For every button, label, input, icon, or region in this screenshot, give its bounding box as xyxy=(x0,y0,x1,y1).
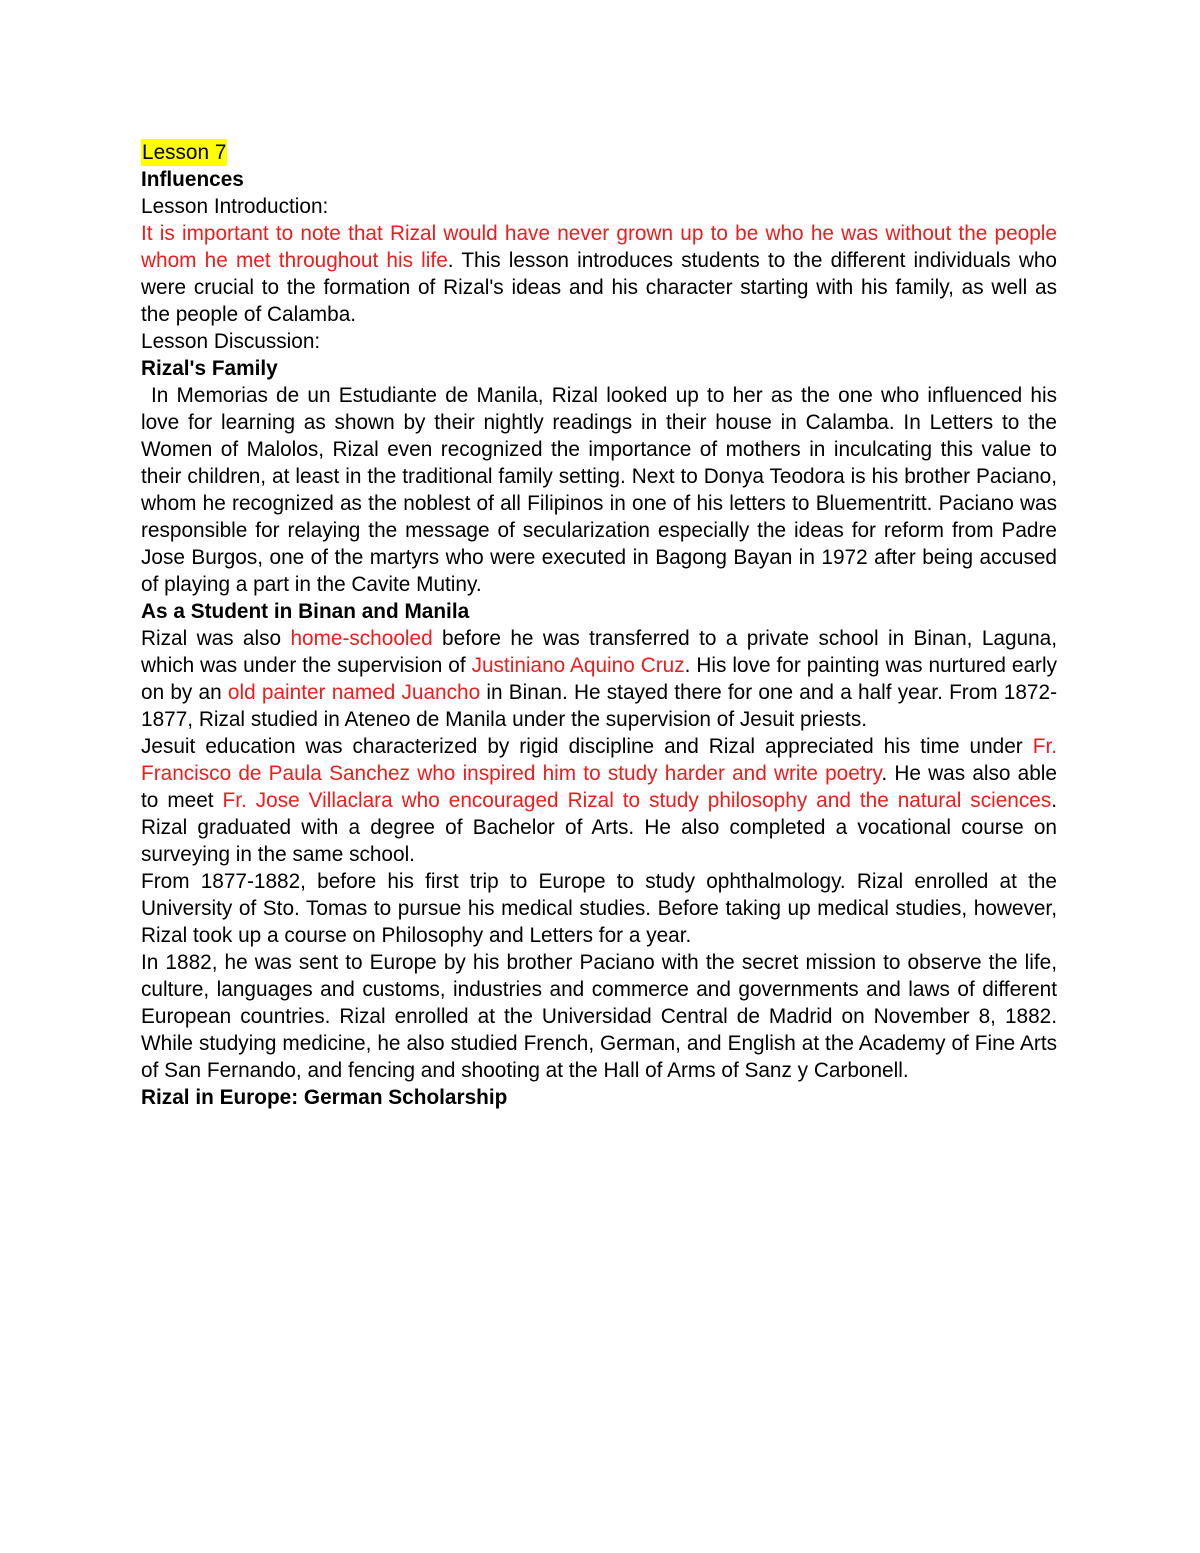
student-p1-text-3: . His love for painting was nurtured early on by an xyxy=(141,654,1057,704)
student-p1-text-4: in Binan. He stayed there for one and a half year. From 1872-1877, Rizal studied in Ateneo de Manila under the supervision of Jesuit priests. xyxy=(141,681,1057,731)
lesson-label-line xyxy=(141,139,1057,166)
discussion-heading: Lesson Discussion: xyxy=(141,330,321,353)
lesson-title: Influences xyxy=(141,168,244,191)
student-paragraph-2 xyxy=(141,733,1057,868)
family-paragraph: In Memorias de un Estudiante de Manila, Rizal looked up to her as the one who influenced his love for learning as shown by their nightly readings in their house in Calamba. In Letters to the Women of Malolos, Rizal even recognized the importance of mothers in inculcating this value to their children, at least in the traditional family setting. Next to Donya Teodora is his brother Paciano, whom he recognized as the noblest of all Filipinos in one of his letters to Bluementritt. Paciano was responsible for relaying the message of secularization especially the ideas for reform from Padre Jose Burgos, one of the martyrs who were executed in Bagong Bayan in 1972 after being accused of playing a part in the Cavite Mutiny. xyxy=(141,384,1057,596)
student-p1-red-2: Justiniano Aquino Cruz xyxy=(471,654,685,677)
student-paragraph-4: In 1882, he was sent to Europe by his brother Paciano with the secret mission to observe the life, culture, languages and customs, industries and commerce and governments and laws of different European countries. Rizal enrolled at the Universidad Central de Madrid on November 8, 1882. While studying medicine, he also studied French, German, and English at the Academy of Fine Arts of San Fernando, and fencing and shooting at the Hall of Arms of Sanz y Carbonell. xyxy=(141,951,1057,1082)
student-paragraph-1 xyxy=(141,625,1057,733)
document-page xyxy=(141,139,1057,1111)
student-p2-text-1: Jesuit education was characterized by rigid discipline and Rizal appreciated his time under xyxy=(141,735,1033,758)
student-p2-red-1: Fr. Francisco de Paula Sanchez who inspired him to study harder and write poetry xyxy=(141,735,1057,785)
intro-rest-text: . This lesson introduces students to the different individuals who were crucial to the formation of Rizal's ideas and his character starting with his family, as well as the people of Calamba. xyxy=(141,249,1057,326)
student-p1-red-3: old painter named Juancho xyxy=(227,681,481,704)
intro-paragraph xyxy=(141,220,1057,328)
student-paragraph-3: From 1877-1882, before his first trip to Europe to study ophthalmology. Rizal enrolled at the University of Sto. Tomas to pursue his medical studies. Before taking up medical studies, however, Rizal took up a course on Philosophy and Letters for a year. xyxy=(141,870,1057,947)
section-heading-europe: Rizal in Europe: German Scholarship xyxy=(141,1086,508,1109)
student-p2-text-2: . He was also able to meet xyxy=(141,762,1057,812)
lesson-label: Lesson 7 xyxy=(142,141,227,164)
intro-heading: Lesson Introduction: xyxy=(141,195,329,218)
student-p2-text-3: . Rizal graduated with a degree of Bachelor of Arts. He also completed a vocational course on surveying in the same school. xyxy=(141,789,1057,866)
student-p1-text-2: before he was transferred to a private school in Binan, Laguna, which was under the supervision of xyxy=(141,627,1057,677)
section-heading-student: As a Student in Binan and Manila xyxy=(141,600,470,623)
student-p1-red-1: home-schooled xyxy=(290,627,433,650)
student-p1-text-1: Rizal was also xyxy=(141,627,291,650)
intro-highlight-text: It is important to note that Rizal would have never grown up to be who he was without the people whom he met throughout his life xyxy=(141,222,1057,272)
student-p2-red-2: Fr. Jose Villaclara who encouraged Rizal to study philosophy and the natural sciences xyxy=(222,789,1052,812)
section-heading-family: Rizal's Family xyxy=(141,357,278,380)
